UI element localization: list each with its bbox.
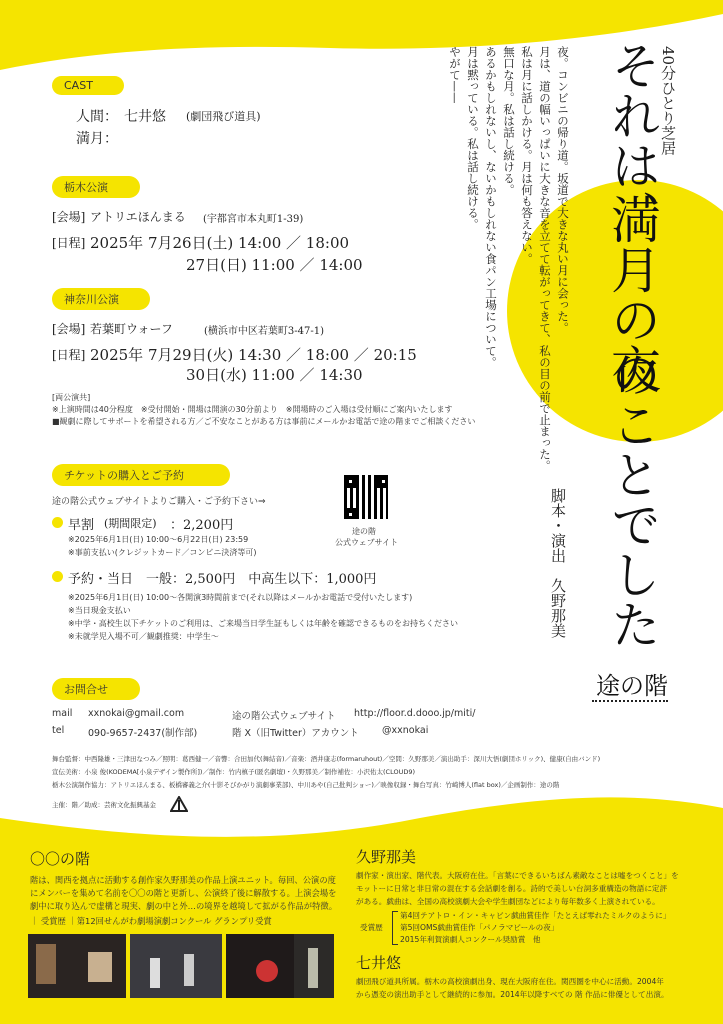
cast-label: CAST [52, 76, 124, 95]
synopsis-6: 月は黙っている。私は話し続ける。 [466, 46, 480, 230]
kuno-award-3: 2015年利賀演劇人コンクール奨励賞 他 [400, 935, 541, 944]
regular-bullet [52, 571, 63, 582]
stage-photo-4 [294, 934, 334, 998]
contact-label: お問合せ [52, 678, 140, 700]
qr-code[interactable] [343, 474, 389, 520]
nanai-body-2: から憑変の演出助手として継続的に参加。2014年以降すべての 階 作品に俳優として出演。 [356, 990, 669, 999]
website-label: 途の階公式ウェブサイト [232, 711, 336, 722]
kuno-award-1: 第4回テアトロ・イン・キャビン戯曲賞佳作「たとえば零れたミルクのように」 [400, 911, 671, 920]
kanagawa-date-1: 2025年 7月29日(火) 14:30 ／ 18:00 ／ 20:15 [90, 346, 417, 364]
title-line-1: それは、 [603, 40, 661, 240]
title-line-2: 満月の夜 [603, 194, 661, 394]
kuno-award-label: 受賞歴 [360, 923, 383, 932]
website-url[interactable]: http://floor.d.dooo.jp/miti/ [354, 708, 476, 719]
synopsis-2: 月は、道の幅いっぱいに大きな音を立てて転がってきて、私の目の前で止まった。 [538, 46, 552, 472]
nanai-name: 七井悠 [356, 954, 402, 972]
nanai-body-1: 劇団飛び道具所属。栃木の高校演劇出身、現在大阪府在住。関西圏を中心に活動。2004年 [356, 977, 664, 986]
regular-note-1: ※2025年6月1日(日) 10:00〜各開演3時間前まで(それ以降はメールかお電話で受付いたします) [68, 593, 413, 602]
stage-photo-1 [28, 934, 126, 998]
early-note-2: ※事前支払い(クレジットカード／コンビニ決済等可) [68, 548, 257, 557]
about-body-3: 劇中に取り込んで虚構と現実、劇の中と外…の境界を越境して拡がる作品が特徴。 [30, 901, 337, 911]
early-condition: (期間限定) [104, 517, 157, 530]
regular-note-4: ※未就学児入場不可／観劇推奨：中学生〜 [68, 632, 219, 641]
kanagawa-venue-label: [会場] [52, 322, 86, 336]
cast-role-moon: 満月： [76, 131, 118, 147]
kanagawa-venue: 若葉町ウォーフ [90, 322, 173, 336]
stage-photo-2 [130, 934, 222, 998]
synopsis-3: 私は月に話しかける。月は何も答えない。 [520, 46, 534, 265]
tochigi-date-1: 2025年 7月26日(土) 14:00 ／ 18:00 [90, 234, 350, 252]
title-line-3: のことでした [603, 349, 661, 649]
tochigi-date-2: 27日(日) 11:00 ／ 14:00 [186, 256, 363, 274]
cast-name-human: 七井悠 [124, 109, 166, 125]
synopsis-7: やがて—— [448, 46, 462, 104]
staff-line-4: 主催：階／助成：芸術文化振興基金 [52, 801, 156, 809]
x-account-handle[interactable]: @xxnokai [382, 725, 429, 736]
cast-note-human: (劇団飛び道具) [186, 110, 261, 123]
about-body-1: 階は、関西を拠点に活動する創作家久野那美の作品上演ユニット。毎回、公演の度 [30, 875, 336, 885]
subtitle: 40分ひとり芝居 [659, 46, 677, 156]
staff-line-3: 栃木公演制作協力：アトリエほんまる、板橋審義之介(十影そびかがり演劇事業部)、中川あや(自己批判ショー)／映像収録・舞台写真：竹崎博人(flat box)／企画制作：途の階 [52, 781, 560, 789]
common-note-2: ■観劇に際してサポートを希望される方／ご不安なことがある方は事前にメールかお電話で途の階までご相談ください [52, 417, 476, 426]
qr-caption-1: 途の階 [352, 527, 376, 536]
qr-caption-2: 公式ウェブサイト [335, 538, 399, 547]
tochigi-date-label: [日程] [52, 236, 86, 250]
kuno-body-1: 劇作家・演出家、階代表。大阪府在住。「言葉にできるいちばん素敵なことは嘘をつくこと」を [356, 871, 679, 880]
funder-logo-icon [170, 796, 188, 812]
common-note-1: ※上演時間は40分程度 ※受付開始・開場は開演の30分前より ※開場時のご入場は受付順にご案内いたします [52, 405, 453, 414]
kanagawa-date-2: 30日(水) 11:00 ／ 14:30 [186, 366, 363, 384]
regular-note-3: ※中学・高校生以下チケットのご利用は、ご来場当日学生証もしくは年齢を確認できるものをお持ちください [68, 619, 458, 628]
logo-underline [592, 700, 668, 702]
kanagawa-address: (横浜市中区若葉町3-47-1) [204, 326, 325, 337]
tickets-intro[interactable]: 途の階公式ウェブサイトよりご購入・ご予約下さい⇒ [52, 497, 266, 507]
about-title: 〇〇の階 [30, 850, 91, 868]
kanagawa-date-label: [日程] [52, 348, 86, 362]
tochigi-venue-label: [会場] [52, 210, 86, 224]
early-price: ：2,200円 [170, 518, 234, 533]
kuno-name: 久野那美 [356, 848, 417, 866]
common-title: [両公演共] [52, 393, 91, 402]
cast-role-human: 人間： [76, 109, 118, 125]
credit: 脚本・演出 久野那美 [549, 488, 567, 638]
regular-price: 一般：2,500円 中高生以下：1,000円 [146, 572, 377, 587]
company-logo: 途の階 [596, 672, 668, 700]
mail-label: mail [52, 708, 73, 719]
kuno-body-3: がある。戯曲は、全国の高校演劇大会や学生劇団などにより毎年数多く上演されている。 [356, 897, 660, 906]
synopsis-5: あるかもしれないし、ないかもしれない食パン工場について。 [484, 46, 498, 368]
mail-address[interactable]: xxnokai@gmail.com [88, 708, 185, 719]
about-award: ｜ 受賞歴 ｜第12回せんがわ劇場演劇コンクール グランプリ受賞 [30, 916, 272, 926]
tel-label: tel [52, 725, 65, 736]
regular-note-2: ※当日現金支払い [68, 606, 131, 615]
staff-line-1: 舞台監督：中西隆雄・三津田なつみ／照明：葛西健一／音響：合田加代(舞結音)／音楽：酒井康志(formaruhout)／空間：久野那美／演出助手：深川大悟(劇団ホリック)、健康(自由バンド) [52, 755, 601, 763]
x-account-label: 階 X（旧Twitter）アカウント [232, 728, 359, 739]
kuno-body-2: モットーに日常と非日常の混在する会話劇を創る。詩的で美しい台詞多重構造の物語に定評 [356, 884, 668, 893]
about-body-2: にメンバーを集めて名前を〇〇の階と更新し、公演終了後に解散する。上演会場を [30, 888, 337, 898]
tel-number[interactable]: 090-9657-2437(制作部) [88, 728, 198, 739]
early-note-1: ※2025年6月1日(日) 10:00〜6月22日(日) 23:59 [68, 535, 249, 544]
synopsis-1: 夜。コンビニの帰り道。坂道で大きな丸い月に会った。 [556, 46, 570, 334]
regular-name: 予約・当日 [68, 572, 134, 587]
tochigi-address: (宇都宮市本丸町1-39) [203, 214, 304, 225]
early-bullet [52, 517, 63, 528]
synopsis-4: 無口な月。私は話し続ける。 [502, 46, 516, 196]
tochigi-label: 栃木公演 [52, 176, 140, 198]
kuno-award-2: 第5回OMS戯曲賞佳作「パノラマビールの夜」 [400, 923, 559, 932]
staff-line-2: 宣伝美術：小泉 俊(KODEMA[小泉デザイン製作所])／制作：竹内槙子(匿名劇壇)・久野那美／制作補佐：小沢佑太(CLOUD9) [52, 768, 416, 776]
tickets-label: チケットの購入とご予約 [52, 464, 230, 486]
tochigi-venue: アトリエほんまる [90, 210, 186, 224]
kuno-award-bracket [392, 911, 398, 945]
early-name: 早割 [68, 518, 95, 533]
kanagawa-label: 神奈川公演 [52, 288, 150, 310]
